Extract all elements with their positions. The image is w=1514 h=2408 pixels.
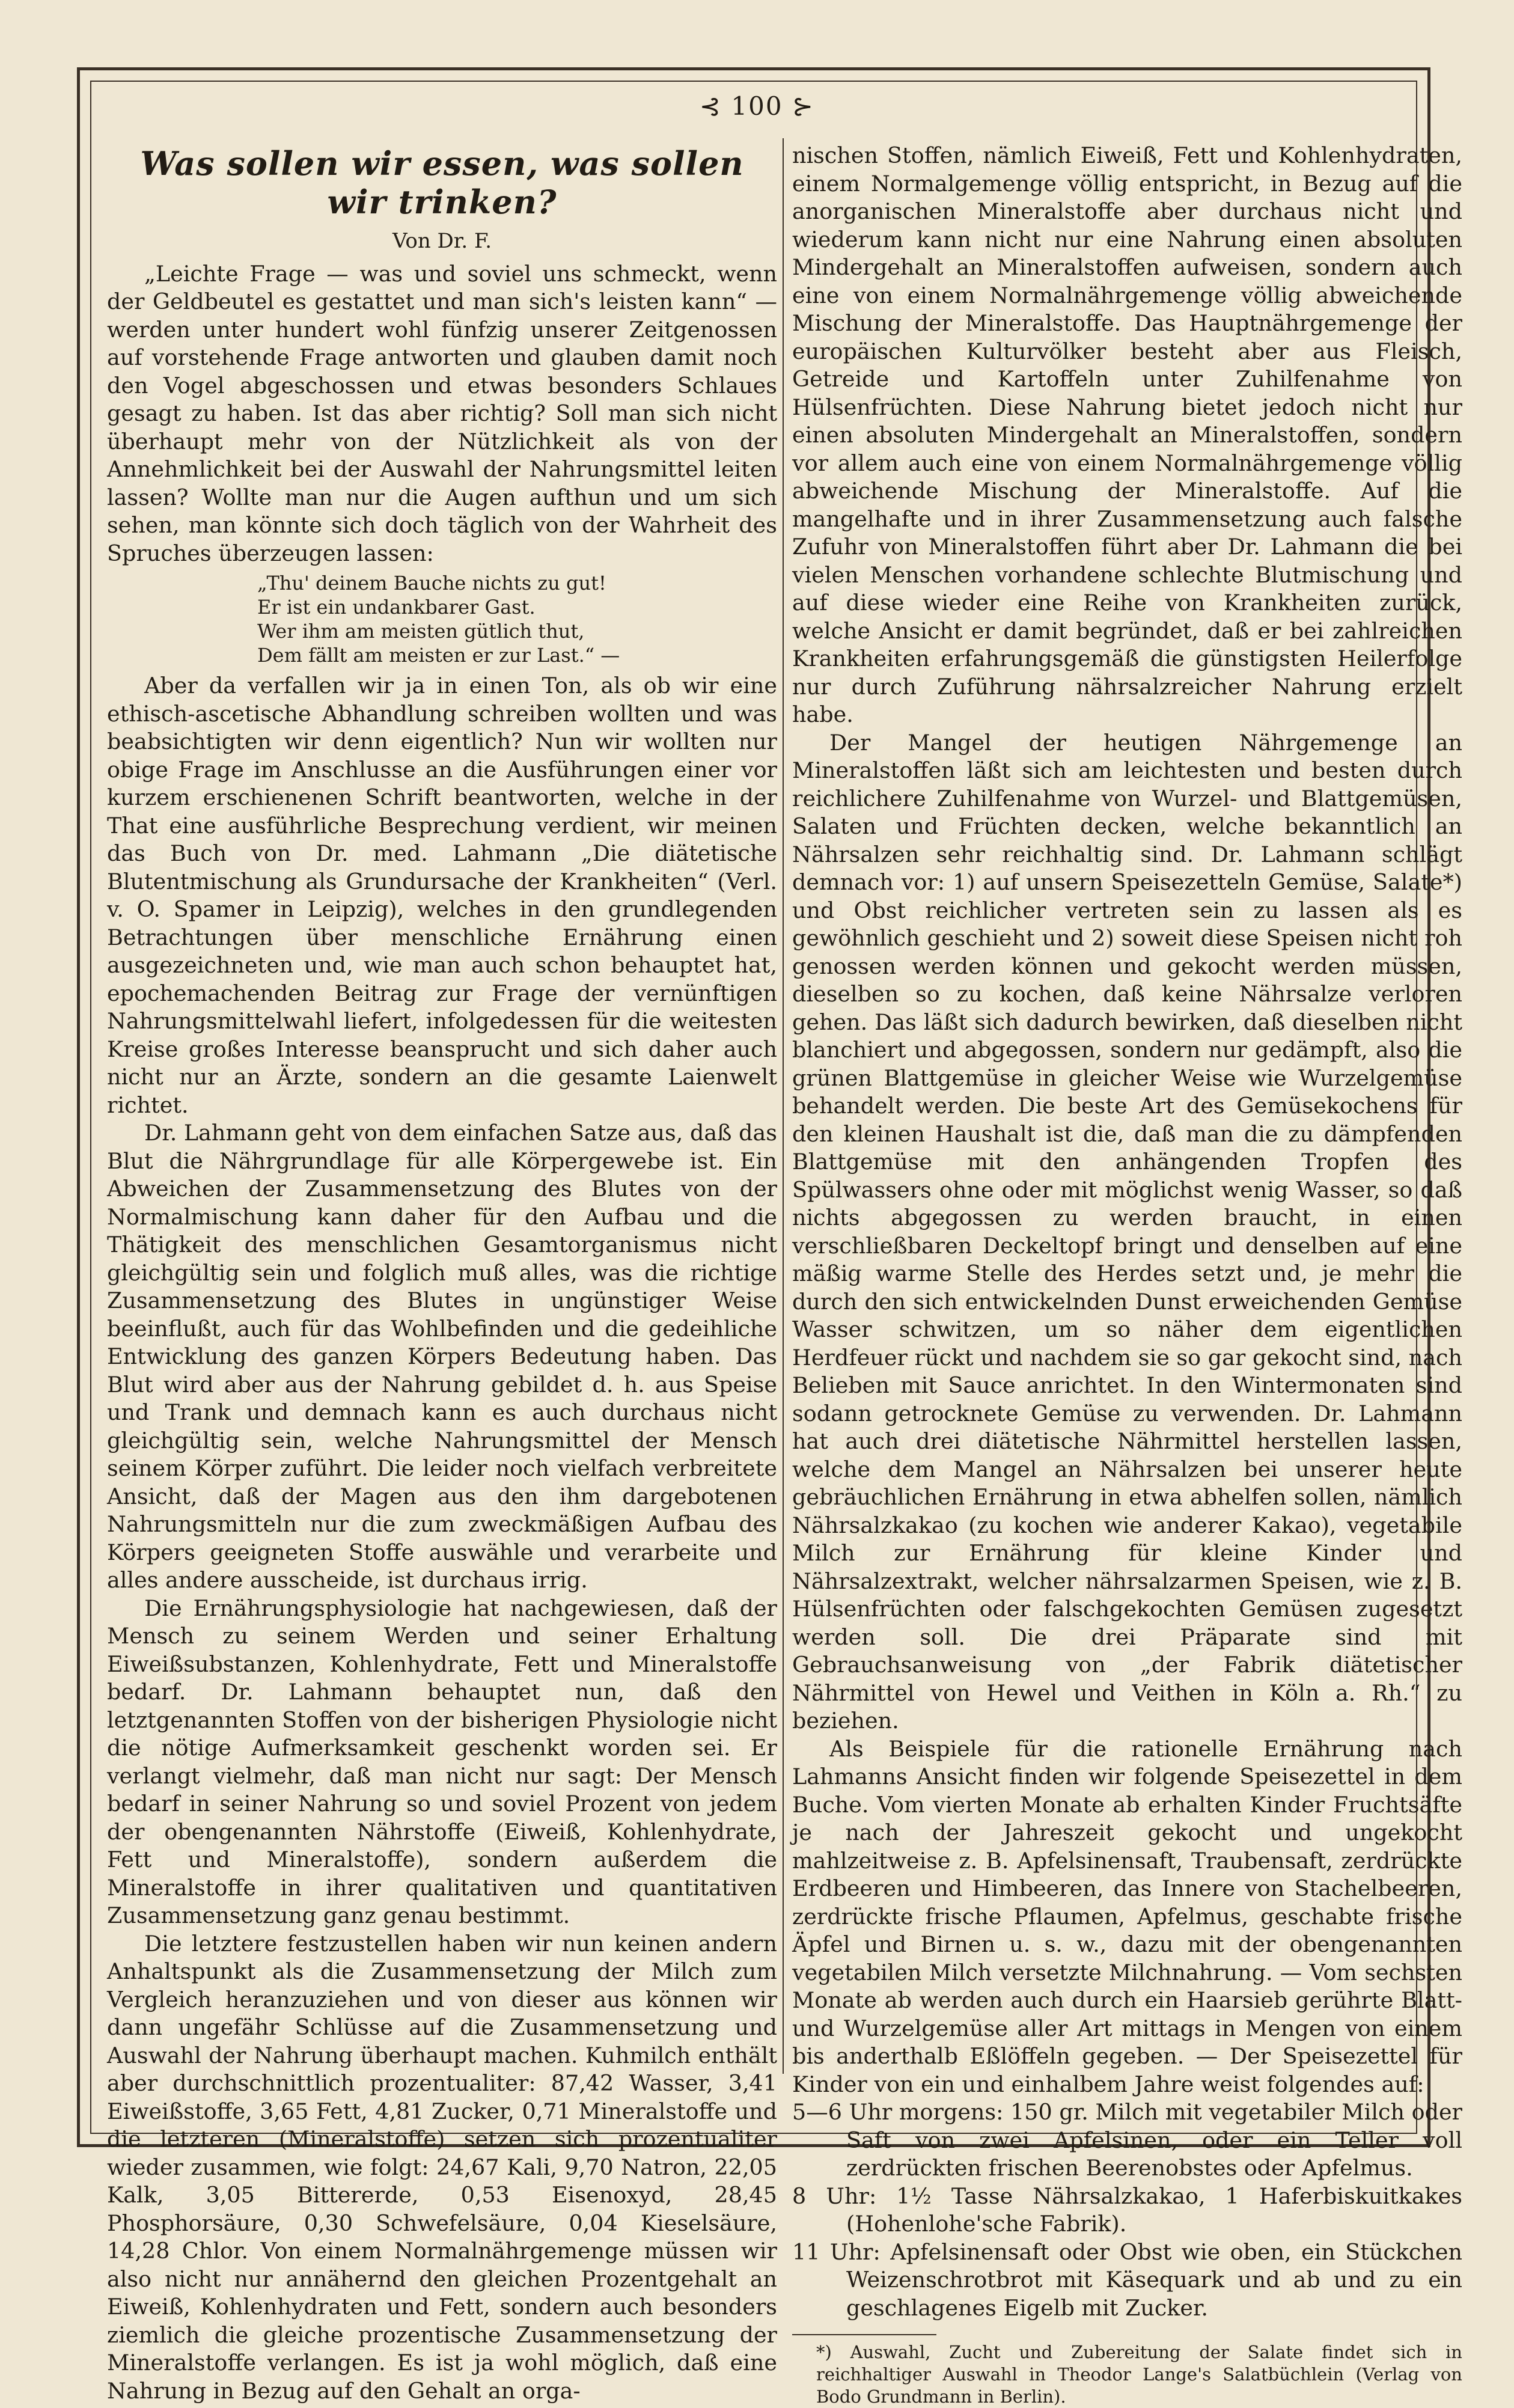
paragraph: Die Ernährungsphysiologie hat nachgewiesen, daß der Mensch zu seinem Werden und seiner Erhaltung Eiweißsubstanzen, Kohlenhydrate, Fett und Mineralstoffe bedarf. Dr. Lahmann behauptet nun, daß den letztgenannten Stoffen von der bisherigen Physiologie nicht die nötige Aufmerksamkeit geschenkt worden sei. Er verlangt vielmehr, daß man nicht nur sagt: Der Mensch bedarf in seiner Nahrung so und soviel Prozent von jedem der obengenannten Nährstoffe (Eiweiß, Kohlenhydrate, Fett und Mineralstoffe), sondern außerdem die Mineralstoffe in ihrer qualitativen und quantitativen Zusammensetzung ganz genau bestimmt. bbox=[107, 1595, 777, 1928]
page-number: ⊰ 100 ⊱ bbox=[699, 91, 815, 121]
footnote: *) Auswahl, Zucht und Zubereitung der Salate findet sich in reichhaltiger Auswahl in Theodor Lange's Salatbüchlein (Verlag von Bodo Grundmann in Berlin). bbox=[816, 2342, 1462, 2407]
verse-quote bbox=[257, 571, 777, 667]
verse-line: Dem fällt am meisten er zur Last.“ — bbox=[257, 644, 620, 667]
paragraph: nischen Stoffen, nämlich Eiweiß, Fett und Kohlenhydraten, einem Normalgemenge völlig entspricht, in Bezug auf die anorganischen Mineralstoffe aber durchaus nicht und wiederum kann nicht nur eine Nahrung einen absoluten Mindergehalt an Mineralstoffen aufweisen, sondern auch eine von einem Normalnährgemenge völlig abweichende Mischung der Mineralstoffe. Das Hauptnährgemenge der europäischen Kulturvölker besteht aber aus Fleisch, Getreide und Kartoffeln unter Zuhilfenahme von Hülsenfrüchten. Diese Nahrung bietet jedoch nicht nur einen absoluten Mindergehalt an Mineralstoffen, sondern vor allem auch eine von einem Normalnährgemenge völlig abweichende Mischung der Mineralstoffe. Auf die mangelhafte und in ihrer Zusammensetzung auch falsche Zufuhr von Mineralstoffen führt aber Dr. Lahmann die bei vielen Menschen vorhandene schlechte Blutmischung und auf diese wieder eine Reihe von Krankheiten zurück, welche Ansicht er damit begründet, daß er bei zahlreichen Krankheiten erfahrungsgemäß die günstigsten Heilerfolge nur durch Zuführung nährsalzreicher Nahrung erzielt habe. bbox=[792, 142, 1462, 727]
verse-line: Er ist ein undankbarer Gast. bbox=[257, 596, 536, 619]
article-byline: Von Dr. F. bbox=[392, 229, 492, 253]
paragraph: Der Mangel der heutigen Nährgemenge an Mineralstoffen läßt sich am leichtesten und besten durch reichlichere Zuhilfenahme von Wurzel- und Blattgemüsen, Salaten und Früchten decken, welche bekanntlich an Nährsalzen sehr reichhaltig sind. Dr. Lahmann schlägt demnach vor: 1) auf unsern Speisezetteln Gemüse, Salate*) und Obst reichlicher vertreten sein zu lassen als es gewöhnlich geschieht und 2) soweit diese Speisen nicht roh genossen werden können und gekocht werden müssen, dieselben so zu kochen, daß keine Nährsalze verloren gehen. Das läßt sich dadurch bewirken, daß dieselben nicht blanchiert und abgegossen, sondern nur gedämpft, also die grünen Blattgemüse in gleicher Weise wie Wurzelgemüse behandelt werden. Die beste Art des Gemüsekochens für den kleinen Haushalt ist die, daß man die zu dämpfenden Blattgemüse mit den anhängenden Tropfen des Spülwassers ohne oder mit möglichst wenig Wasser, so daß nichts abgegossen zu werden braucht, in einen verschließbaren Deckeltopf bringt und denselben auf eine mäßig warme Stelle des Herdes setzt und, je mehr die durch den sich entwickelnden Dunst erweichenden Gemüse Wasser schwitzen, um so näher dem eigentlichen Herdfeuer rückt und nachdem sie so gar gekocht sind, nach Belieben mit Sauce anrichtet. In den Wintermonaten sind sodann getrocknete Gemüse zu verwenden. Dr. Lahmann hat auch drei diätetische Nährmittel herstellen lassen, welche dem Mangel an Nährsalzen bei unserer heute gebräuchlichen Ernährung in etwa abhelfen sollen, nämlich Nährsalzkakao (zu kochen wie anderer Kakao), vegetabile Milch zur Ernährung für kleine Kinder und Nährsalzextrakt, welcher nährsalzarmen Speisen, wie z. B. Hülsenfrüchten oder falschgekochten Gemüsen zugesetzt werden soll. Die drei Präparate sind mit Gebrauchsanweisung von „der Fabrik diätetischer Nährmittel von Hewel und Veithen in Köln a. Rh.“ zu beziehen. bbox=[792, 729, 1462, 1734]
article-title: Was sollen wir essen, was sollen wir trinken? bbox=[140, 144, 744, 221]
right-column bbox=[792, 142, 1462, 2407]
paragraph: Als Beispiele für die rationelle Ernährung nach Lahmanns Ansicht finden wir folgende Speisezettel in dem Buche. Vom vierten Monate ab erhalten Kinder Fruchtsäfte je nach der Jahreszeit gekocht und ungekocht mahlzeitweise z. B. Apfelsinensaft, Traubensaft, zerdrückte Erdbeeren und Himbeeren, das Innere von Stachelbeeren, zerdrückte frische Pflaumen, Apfelmus, geschabte frische Äpfel und Birnen u. s. w., dazu mit der obengenannten vegetabilen Milch versetzte Milchnahrung. — Vom sechsten Monate ab werden auch durch ein Haarsieb gerührte Blatt- und Wurzelgemüse aller Art mittags in Mengen von einem bis anderthalb Eßlöffeln gegeben. — Der Speisezettel für Kinder von ein und einhalbem Jahre weist folgendes auf: bbox=[792, 1735, 1462, 2097]
verse-line: Wer ihm am meisten gütlich thut, bbox=[257, 620, 585, 643]
menu-item: 5—6 Uhr morgens: 150 gr. Milch mit vegetabiler Milch oder Saft von zwei Apfelsinen, oder ein Teller voll zerdrückten frischen Beerenobstes oder Apfelmus. bbox=[792, 2099, 1462, 2181]
paragraph: Die letztere festzustellen haben wir nun keinen andern Anhaltspunkt als die Zusammensetzung der Milch zum Vergleich heranzuziehen und von dieser aus können wir dann ungefähr Schlüsse auf die Zusammensetzung und Auswahl der Nahrung überhaupt machen. Kuhmilch enthält aber durchschnittlich prozentualiter: 87,42 Wasser, 3,41 Eiweißstoffe, 3,65 Fett, 4,81 Zucker, 0,71 Mineralstoffe und die letzteren (Mineralstoffe) setzen sich prozentualiter wieder zusammen, wie folgt: 24,67 Kali, 9,70 Natron, 22,05 Kalk, 3,05 Bittererde, 0,53 Eisenoxyd, 28,45 Phosphorsäure, 0,30 Schwefelsäure, 0,04 Kieselsäure, 14,28 Chlor. Von einem Normalnährgemenge müssen wir also nicht nur annähernd den gleichen Prozentgehalt an Eiweiß, Kohlenhydraten und Fett, sondern auch besonders ziemlich die gleiche prozentische Zusammensetzung der Mineralstoffe verlangen. Es ist ja wohl möglich, daß eine Nahrung in Bezug auf den Gehalt an orga- bbox=[107, 1930, 777, 2404]
verse-line: „Thu' deinem Bauche nichts zu gut! bbox=[257, 572, 606, 594]
footnote-rule bbox=[792, 2334, 936, 2335]
paragraph: Dr. Lahmann geht von dem einfachen Satze aus, daß das Blut die Nährgrundlage für alle Körpergewebe ist. Ein Abweichen der Zusammensetzung des Blutes von der Normalmischung kann daher für den Aufbau und die Thätigkeit des menschlichen Gesamtorganismus nicht gleichgültig sein und folglich muß alles, was die richtige Zusammensetzung des Blutes in ungünstiger Weise beeinflußt, auch für das Wohlbefinden und die gedeihliche Entwicklung des ganzen Körpers Bedeutung haben. Das Blut wird aber aus der Nahrung gebildet d. h. aus Speise und Trank und demnach kann es auch durchaus nicht gleichgültig sein, welche Nahrungsmittel der Mensch seinem Körper zuführt. Die leider noch vielfach verbreitete Ansicht, daß der Magen aus den ihm dargebotenen Nahrungsmitteln nur die zum zweckmäßigen Aufbau des Körpers geeigneten Stoffe auswähle und verarbeite und alles andere ausscheide, ist durchaus irrig. bbox=[107, 1120, 777, 1593]
left-column bbox=[107, 142, 777, 2404]
menu-item: 8 Uhr: 1½ Tasse Nährsalzkakao, 1 Haferbiskuitkakes (Hohenlohe'sche Fabrik). bbox=[792, 2183, 1462, 2237]
menu-item: 11 Uhr: Apfelsinensaft oder Obst wie oben, ein Stückchen Weizenschrotbrot mit Käsequark und ab und zu ein geschlagenes Eigelb mit Zucker. bbox=[792, 2238, 1462, 2321]
paragraph: „Leichte Frage — was und soviel uns schmeckt, wenn der Geldbeutel es gestattet und man sich's leisten kann“ — werden unter hundert wohl fünfzig unserer Zeitgenossen auf vorstehende Frage antworten und glauben damit noch den Vogel abgeschossen und etwas besonders Schlaues gesagt zu haben. Ist das aber richtig? Soll man sich nicht überhaupt mehr von der Nützlichkeit als von der Annehmlichkeit bei der Auswahl der Nahrungsmittel leiten lassen? Wollte man nur die Augen aufthun und um sich sehen, man könnte sich doch täglich von der Wahrheit des Spruches überzeugen lassen: bbox=[107, 260, 777, 566]
paragraph: Aber da verfallen wir ja in einen Ton, als ob wir eine ethisch-ascetische Abhandlung schreiben wollten und was beabsichtigten wir denn eigentlich? Nun wir wollten nur obige Frage im Anschlusse an die Ausführungen einer vor kurzem erschienenen Schrift beantworten, welche in der That eine ausführliche Besprechung verdient, wir meinen das Buch von Dr. med. Lahmann „Die diätetische Blutentmischung als Grundursache der Krankheiten“ (Verl. v. O. Spamer in Leipzig), welches in den grundlegenden Betrachtungen über menschliche Ernährung einen ausgezeichneten und, wie man auch schon behauptet hat, epochemachenden Beitrag zur Frage der vernünftigen Nahrungsmittelwahl liefert, infolgedessen für die weitesten Kreise großes Interesse beansprucht und sich daher auch nicht nur an Ärzte, sondern an die gesamte Laienwelt richtet. bbox=[107, 673, 777, 1118]
column-divider bbox=[783, 138, 784, 2074]
